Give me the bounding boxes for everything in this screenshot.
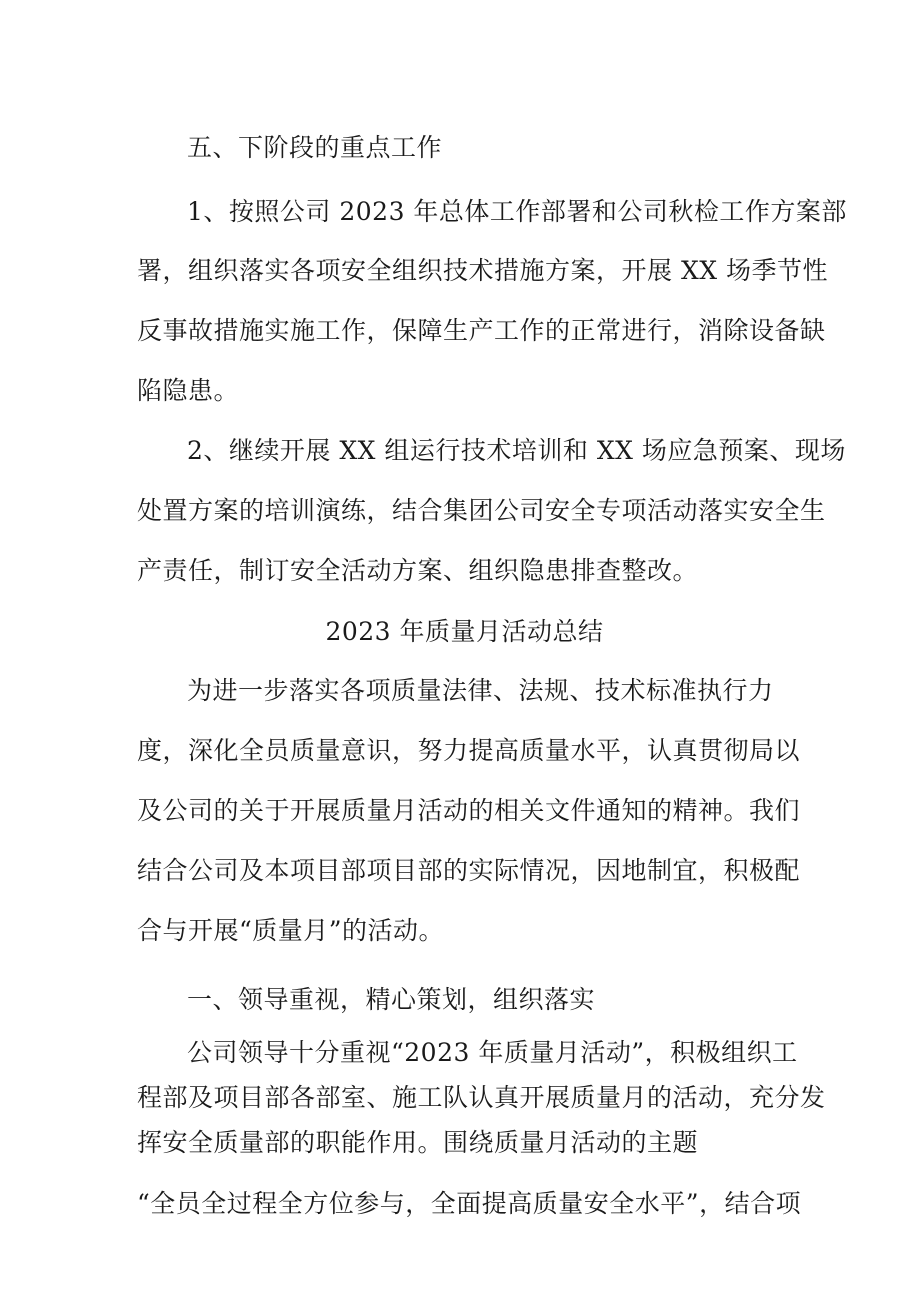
section-heading-leadership: 一、领导重视，精心策划，组织落实 bbox=[187, 985, 596, 1014]
paragraph-line: 处置方案的培训演练，结合集团公司安全专项活动落实安全生 bbox=[137, 496, 826, 525]
paragraph-line: 为进一步落实各项质量法律、法规、技术标准执行力 bbox=[187, 676, 774, 705]
document-title: 2023 年质量月活动总结 bbox=[325, 617, 604, 646]
paragraph-line: 度，深化全员质量意识，努力提高质量水平，认真贯彻局以 bbox=[137, 736, 801, 765]
paragraph-line: 署，组织落实各项安全组织技术措施方案，开展 XX 场季节性 bbox=[137, 256, 828, 285]
paragraph-line: “全员全过程全方位参与，全面提高质量安全水平”，结合项 bbox=[137, 1189, 802, 1218]
paragraph-line: 及公司的关于开展质量月活动的相关文件通知的精神。我们 bbox=[137, 796, 801, 825]
paragraph-line: 1、按照公司 2023 年总体工作部署和公司秋检工作方案部 bbox=[187, 197, 847, 226]
paragraph-line: 结合公司及本项目部项目部的实际情况，因地制宜，积极配 bbox=[137, 856, 801, 885]
paragraph-line: 合与开展“质量月”的活动。 bbox=[137, 916, 445, 945]
paragraph-line: 反事故措施实施工作，保障生产工作的正常进行，消除设备缺 bbox=[137, 316, 826, 345]
section-heading-next-work: 五、下阶段的重点工作 bbox=[187, 133, 443, 162]
paragraph-line: 程部及项目部各部室、施工队认真开展质量月的活动，充分发 bbox=[137, 1083, 826, 1112]
paragraph-line: 挥安全质量部的职能作用。围绕质量月活动的主题 bbox=[137, 1128, 699, 1157]
paragraph-line: 陷隐患。 bbox=[137, 376, 240, 405]
paragraph-line: 公司领导十分重视“2023 年质量月活动”，积极组织工 bbox=[187, 1038, 798, 1067]
paragraph-line: 产责任，制订安全活动方案、组织隐患排查整改。 bbox=[137, 556, 699, 585]
paragraph-line: 2、继续开展 XX 组运行技术培训和 XX 场应急预案、现场 bbox=[187, 436, 846, 465]
